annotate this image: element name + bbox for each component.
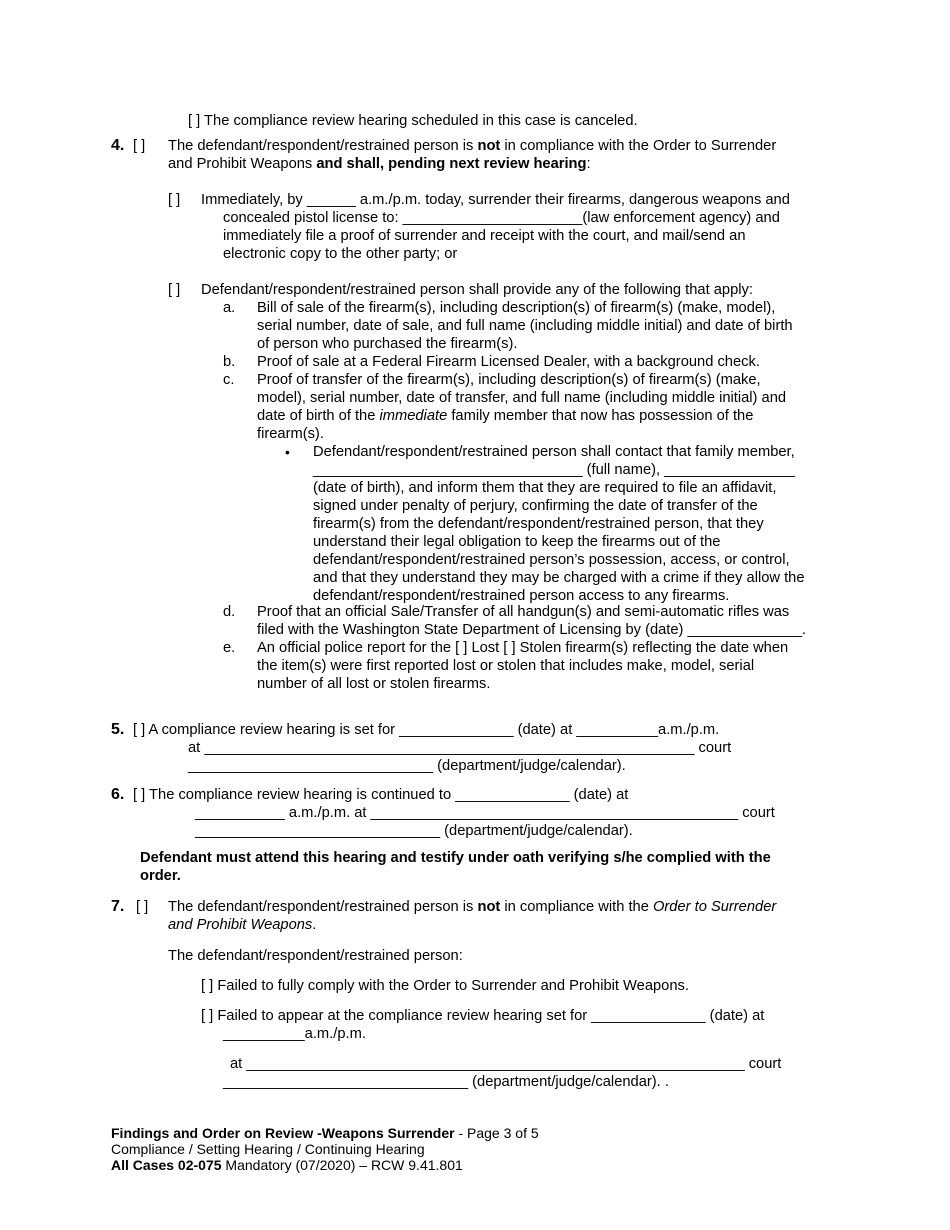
item-a-line-2: serial number, date of sale, and full name (including middle initial) and date of birth: [257, 318, 793, 334]
bullet-line-6: understand their legal obligation to keep the firearms out of the: [313, 534, 721, 550]
item-d-line-1: Proof that an official Sale/Transfer of all handgun(s) and semi-automatic rifles was: [257, 604, 790, 620]
item-c-line-4: firearm(s).: [257, 426, 324, 442]
section-4-line-2: and Prohibit Weapons and shall, pending next review hearing:: [168, 156, 591, 172]
item-e-line-3: number of all lost or stolen firearms.: [257, 676, 491, 692]
section-5-line-3: ______________________________ (department/judge/calendar).: [188, 758, 626, 774]
section-6-line-3: ______________________________ (department/judge/calendar).: [195, 823, 633, 839]
section-7-checkbox[interactable]: [ ]: [136, 899, 149, 915]
attendance-notice-line-1: Defendant must attend this hearing and testify under oath verifying s/he complied with the: [140, 850, 771, 866]
option-1-line-4: electronic copy to the other party; or: [223, 246, 458, 262]
bullet-line-4: signed under penalty of perjury, confirming the date of transfer of the: [313, 498, 758, 514]
item-c-line-1: Proof of transfer of the firearm(s), including description(s) of firearm(s) (make,: [257, 372, 761, 388]
item-a-line-3: of person who purchased the firearm(s).: [257, 336, 518, 352]
bullet-line-3: (date of birth), and inform them that they are required to file an affidavit,: [313, 480, 777, 496]
bullet-line-7: defendant/respondent/restrained person’s possession, access, or control,: [313, 552, 790, 568]
section-6-line-1[interactable]: [ ] The compliance review hearing is continued to ______________ (date) at: [133, 787, 629, 803]
footer-line-2: Compliance / Setting Hearing / Continuing Hearing: [111, 1141, 425, 1157]
item-e-label: e.: [223, 640, 236, 656]
section-7-line-1: The defendant/respondent/restrained person is not in compliance with the Order to Surrender: [168, 899, 777, 915]
bullet-line-1: Defendant/respondent/restrained person shall contact that family member,: [313, 444, 795, 460]
option-2-checkbox[interactable]: [ ]: [168, 282, 181, 298]
failed-appear-court-line: at _____________________________________________________________ court: [230, 1056, 782, 1072]
section-6-number: 6.: [111, 786, 125, 803]
item-d-line-2: filed with the Washington State Department of Licensing by (date) ______________.: [257, 622, 806, 638]
item-d-label: d.: [223, 604, 236, 620]
item-c-line-2: model), serial number, date of transfer, and full name (including middle initial) and: [257, 390, 787, 406]
failed-appear-checkbox-line[interactable]: [ ] Failed to appear at the compliance review hearing set for ______________ (date) at: [201, 1008, 765, 1024]
item-c-line-3: date of birth of the immediate family member that now has possession of the: [257, 408, 754, 424]
footer-line-1: Findings and Order on Review -Weapons Surrender - Page 3 of 5: [111, 1125, 539, 1141]
option-1-line-1: Immediately, by ______ a.m./p.m. today, surrender their firearms, dangerous weapons and: [201, 192, 790, 208]
option-1-line-3: immediately file a proof of surrender and receipt with the court, and mail/send an: [223, 228, 746, 244]
section-4-number: 4.: [111, 137, 125, 154]
section-7-number: 7.: [111, 898, 125, 915]
option-1-checkbox[interactable]: [ ]: [168, 192, 181, 208]
item-a-label: a.: [223, 300, 236, 316]
bullet-line-9: defendant/respondent/restrained person access to any firearms.: [313, 588, 730, 604]
section-5-line-2: at ____________________________________________________________ court: [188, 740, 732, 756]
page-footer: [111, 1125, 539, 1173]
failed-comply-checkbox-line[interactable]: [ ] Failed to fully comply with the Order to Surrender and Prohibit Weapons.: [201, 978, 689, 994]
section-4-line-1: The defendant/respondent/restrained person is not in compliance with the Order to Surrender: [168, 138, 777, 154]
item-e-line-1: An official police report for the [ ] Lost [ ] Stolen firearm(s) reflecting the date when: [257, 640, 789, 656]
failed-appear-time: __________a.m./p.m.: [223, 1026, 366, 1042]
item-a-line-1: Bill of sale of the firearm(s), including description(s) of firearm(s) (make, model),: [257, 300, 776, 316]
option-2-line-1: Defendant/respondent/restrained person shall provide any of the following that apply:: [201, 282, 753, 298]
bullet-line-5: firearm(s) from the defendant/respondent/restrained person, that they: [313, 516, 764, 532]
option-1-line-2: concealed pistol license to: ______________________(law enforcement agency) and: [223, 210, 780, 226]
section-6-line-2: ___________ a.m./p.m. at _____________________________________________ court: [195, 805, 775, 821]
bullet-line-8: and that they understand they may be charged with a crime if they allow the: [313, 570, 805, 586]
bullet-icon: •: [285, 444, 290, 460]
item-e-line-2: the item(s) were first reported lost or stolen that includes make, model, serial: [257, 658, 755, 674]
section-7-line-2: and Prohibit Weapons.: [168, 917, 317, 933]
item-b-label: b.: [223, 354, 236, 370]
attendance-notice-line-2: order.: [140, 868, 181, 884]
failed-appear-department-line: ______________________________ (department/judge/calendar). .: [223, 1074, 669, 1090]
bullet-line-2: _________________________________ (full name), ________________: [313, 462, 795, 478]
canceled-checkbox-line[interactable]: [ ] The compliance review hearing scheduled in this case is canceled.: [188, 113, 638, 129]
section-5-line-1[interactable]: [ ] A compliance review hearing is set for ______________ (date) at __________a.m./p.m.: [133, 722, 720, 738]
item-c-label: c.: [223, 372, 235, 388]
item-b-line-1: Proof of sale at a Federal Firearm Licensed Dealer, with a background check.: [257, 354, 760, 370]
section-4-checkbox[interactable]: [ ]: [133, 138, 146, 154]
section-7-intro: The defendant/respondent/restrained person:: [168, 948, 463, 964]
footer-line-3: All Cases 02-075 Mandatory (07/2020) – RCW 9.41.801: [111, 1157, 463, 1173]
section-5-number: 5.: [111, 721, 125, 738]
